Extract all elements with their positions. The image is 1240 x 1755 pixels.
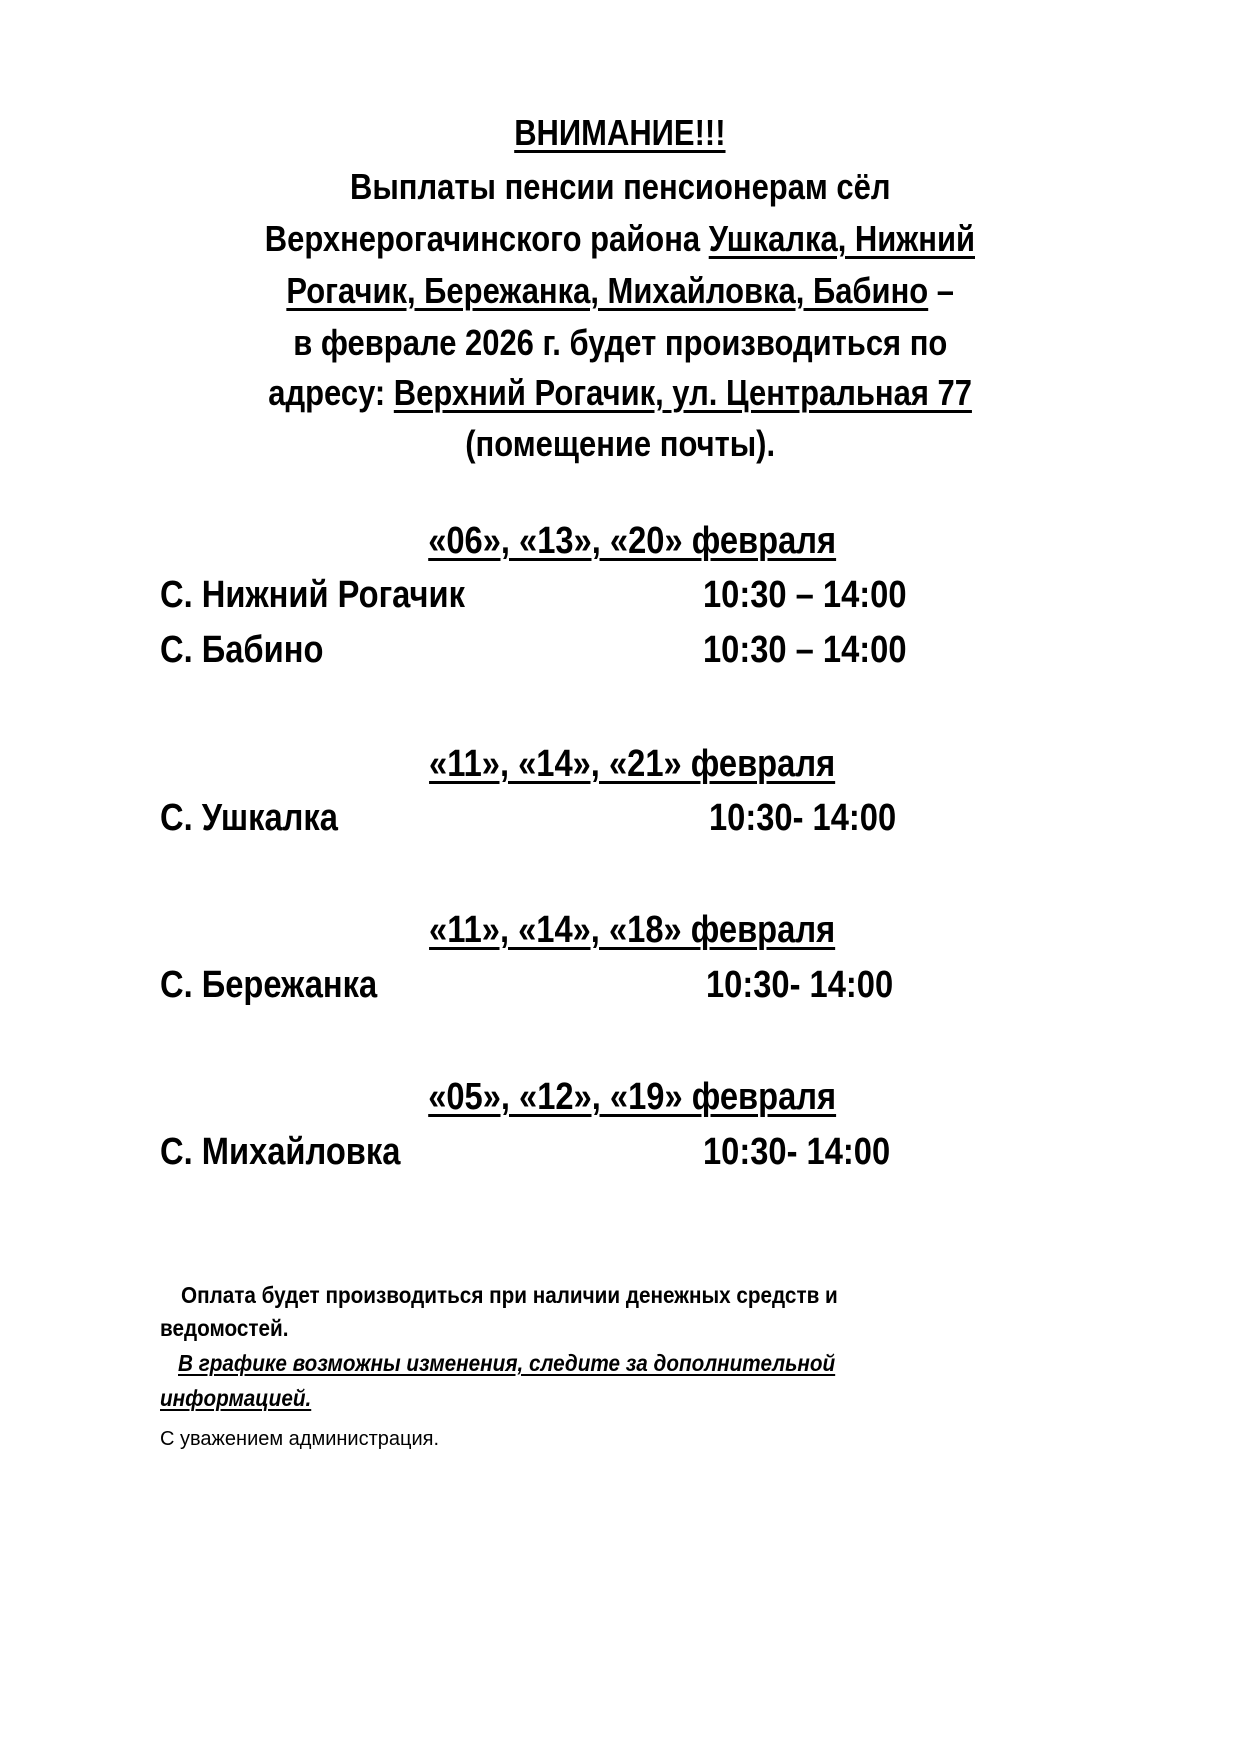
- villages-list: Ушкалка, Нижний: [708, 218, 976, 259]
- schedule-village: С. Бабино: [160, 629, 324, 671]
- changes-note-line-2: информацией.: [160, 1385, 312, 1411]
- changes-note-line-1: В графике возможны изменения, следите за дополнительной: [178, 1350, 836, 1376]
- villages-list-cont: Рогачик, Бережанка, Михайловка, Бабино: [286, 270, 929, 311]
- schedule-village: С. Ушкалка: [160, 797, 338, 839]
- payment-note-line-2: ведомостей.: [160, 1315, 289, 1341]
- intro-line-1: Выплаты пенсии пенсионерам сёл: [349, 166, 891, 207]
- schedule-time: 10:30- 14:00: [709, 797, 897, 839]
- intro-line-5: адресу: Верхний Рогачик, ул. Центральная 77: [268, 372, 972, 413]
- intro-line-2: Верхнерогачинского района Ушкалка, Нижний: [264, 218, 976, 259]
- intro-line-4: в феврале 2026 г. будет производиться по: [292, 322, 948, 363]
- payment-note-line-1: Оплата будет производиться при наличии денежных средств и: [181, 1282, 838, 1308]
- schedule-time: 10:30- 14:00: [706, 964, 894, 1006]
- schedule-dates-4: «05», «12», «19» февраля: [428, 1076, 836, 1118]
- signature: С уважением администрация.: [160, 1428, 440, 1450]
- schedule-dates-1: «06», «13», «20» февраля: [428, 520, 836, 562]
- schedule-time: 10:30 – 14:00: [703, 629, 907, 671]
- notice-title-row: [0, 112, 1240, 154]
- schedule-dates-2: «11», «14», «21» февраля: [428, 743, 836, 785]
- intro-line-6: (помещение почты).: [465, 423, 775, 464]
- schedule-time: 10:30- 14:00: [703, 1131, 891, 1173]
- payment-address: Верхний Рогачик, ул. Центральная 77: [393, 372, 972, 413]
- schedule-village: С. Нижний Рогачик: [160, 574, 465, 616]
- schedule-dates-3: «11», «14», «18» февраля: [428, 909, 836, 951]
- notice-title: ВНИМАНИЕ!!!: [514, 112, 726, 153]
- schedule-village: С. Бережанка: [160, 964, 378, 1006]
- intro-line-3: Рогачик, Бережанка, Михайловка, Бабино –: [286, 270, 954, 311]
- schedule-time: 10:30 – 14:00: [703, 574, 907, 616]
- schedule-village: С. Михайловка: [160, 1131, 401, 1173]
